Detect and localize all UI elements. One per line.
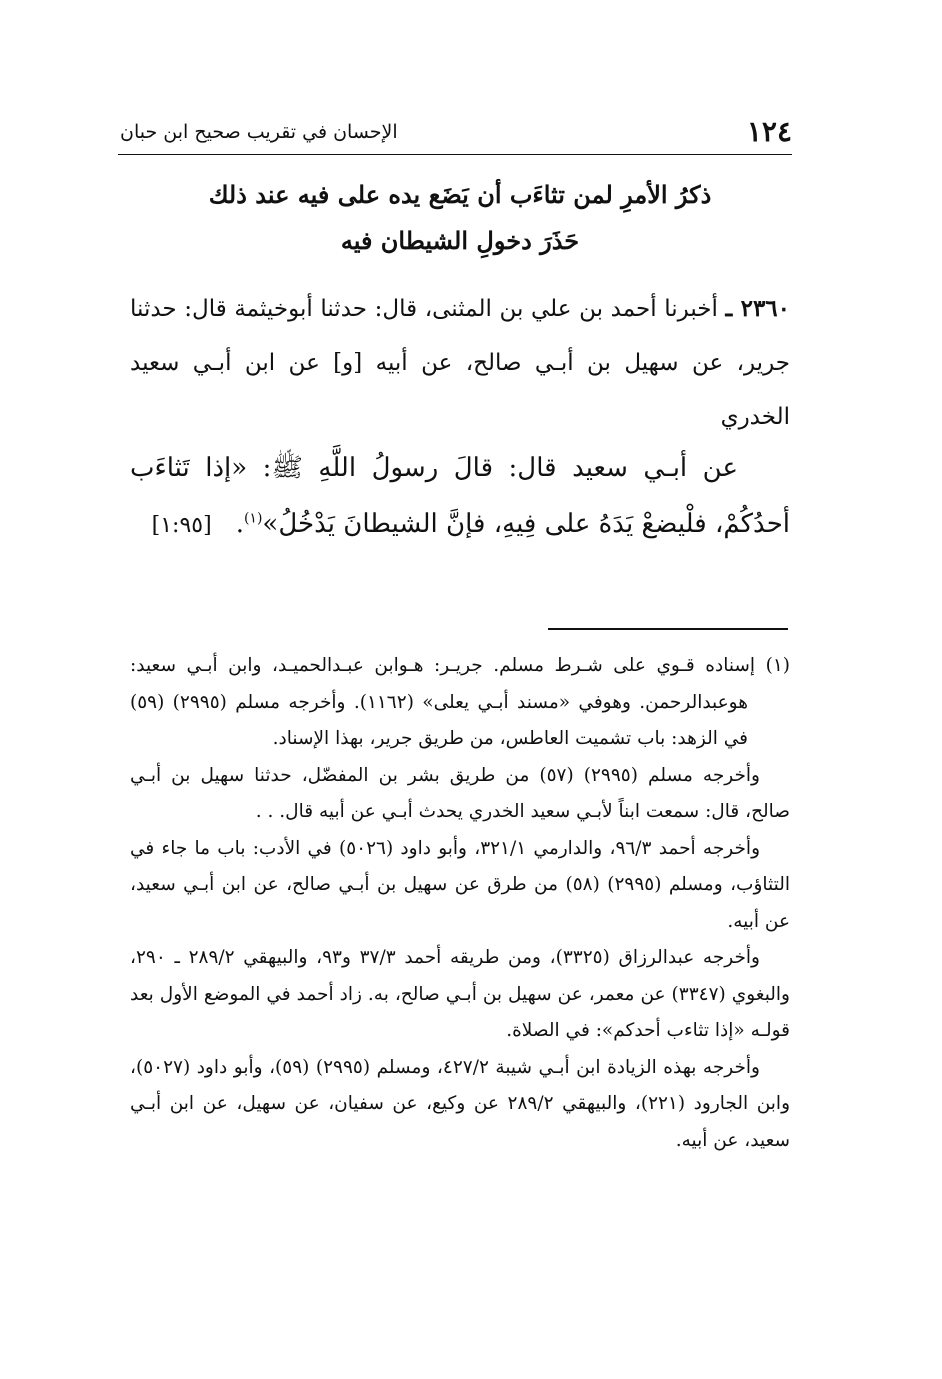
hadith-matn-text: عن أبـي سعيد قال: قالَ رسولُ اللَّهِ ﷺ: «إذا تَثاءَب أحدُكُمْ، فلْيضعْ يَدَهُ على فِيهِ، فإنَّ الشيطانَ يَدْخُلُ» [130, 453, 790, 539]
footnote-divider [548, 628, 788, 630]
hadith-isnad [130, 282, 790, 444]
footnote-paragraph-1: (١) إسناده قـوي على شـرط مسلم. جريـر: هـوابن عبـدالحميـد، وابن أبـي سعيد: هوعبدالرحمن. وهوفي «مسند أبـي يعلى» (١١٦٢). وأخرجه مسلم (٢٩٩٥) (٥٩) في الزهد: باب تشميت العاطس، من طريق جرير، بهذا الإسناد. [130, 655, 790, 749]
hadith-matn: عن أبـي سعيد قال: قالَ رسولُ اللَّهِ ﷺ: «إذا تَثاءَب أحدُكُمْ، فلْيضعْ يَدَهُ على فِيهِ، فإنَّ الشيطانَ يَدْخُلُ»$^{(١)}$.[١:٩٥] [130, 453, 790, 539]
hadith-isnad-text: أخبرنا أحمد بن علي بن المثنى، قال: حدثنا أبوخيثمة قال: حدثنا جرير، عن سهيل بن أبـي صالح، عن أبيه [و] عن ابن أبـي سعيد الخدري [130, 296, 790, 430]
footnotes [130, 648, 790, 1159]
header-divider [118, 154, 792, 155]
hadith-number: ٢٣٦٠ ـ [725, 295, 791, 322]
footnote-paragraph-3: وأخرجه أحمد ٩٦/٣، والدارمي ٣٢١/١، وأبو داود (٥٠٢٦) في الأدب: باب ما جاء في التثاؤب، ومسلم (٢٩٩٥) (٥٨) من طرق عن سهيل بن أبـي صالح، عن ابن أبـي سعيد، عن أبيه. [130, 837, 790, 932]
chapter-heading [130, 172, 790, 264]
hadith-reference: [١:٩٥] [151, 513, 212, 538]
chapter-heading-line-2: حَذَرَ دخولِ الشيطان فيه [340, 226, 580, 255]
footnote-marker: (١) [243, 510, 263, 527]
footnote-paragraph-5: وأخرجه بهذه الزيادة ابن أبـي شيبة ٤٢٧/٢، ومسلم (٢٩٩٥) (٥٩)، وأبو داود (٥٠٢٧)، وابن الجارود (٢٢١)، والبيهقي ٢٨٩/٢ عن وكيع، عن سفيان، عن سهيل، عن ابن أبـي سعيد، عن أبيه. [130, 1056, 791, 1151]
chapter-heading-line-1: ذكرُ الأمرِ لمن تثاءَب أن يَضَع يده على فيه عند ذلك [208, 180, 712, 209]
page-header [120, 112, 792, 148]
footnote-paragraph-2: وأخرجه مسلم (٢٩٩٥) (٥٧) من طريق بشر بن المفضّل، حدثنا سهيل بن أبـي صالح، قال: سمعت ابناً لأبـي سعيد الخدري يحدث أبـي عن أبيه قال. . . [130, 764, 790, 822]
page-number: ١٢٤ [746, 115, 792, 148]
running-title: الإحسان في تقريب صحيح ابن حبان [120, 121, 398, 143]
footnote-paragraph-4: وأخرجه عبدالرزاق (٣٣٢٥)، ومن طريقه أحمد ٣٧/٣ و٩٣، والبيهقي ٢٨٩/٢ ـ ٢٩٠، والبغوي (٣٣٤٧) عن معمر، عن سهيل بن أبـي صالح، به. زاد أحمد في الموضع الأول بعد قولـه «إذا تثاءب أحدكم»: في الصلاة. [130, 947, 790, 1041]
